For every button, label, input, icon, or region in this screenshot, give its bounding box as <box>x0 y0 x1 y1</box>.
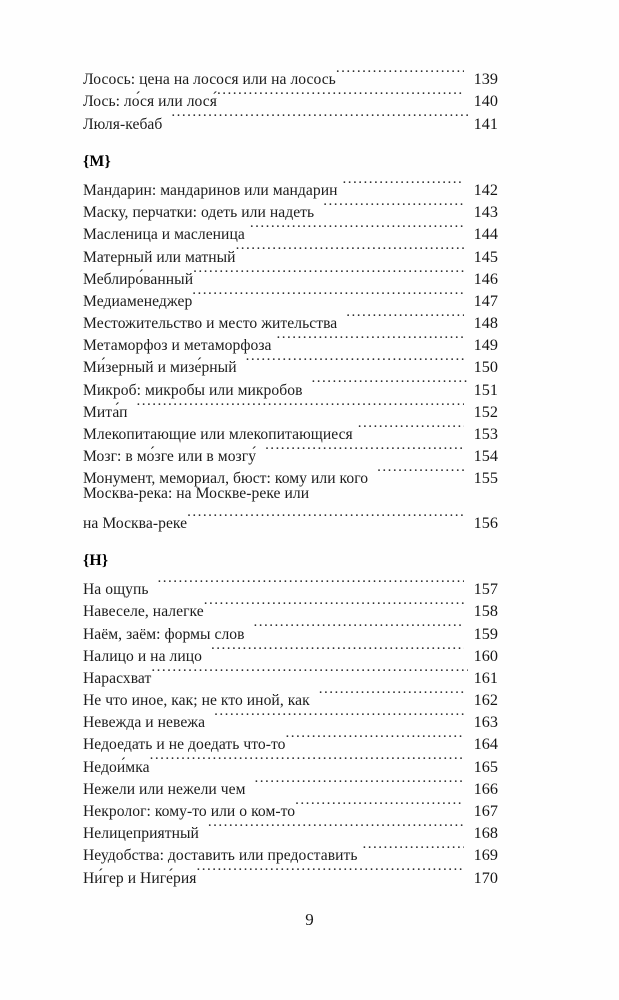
leader-dots <box>214 705 464 727</box>
toc-entry-page-number: 151 <box>473 380 498 399</box>
toc-entry-page-number: 154 <box>473 447 498 466</box>
toc-entry-page-number: 152 <box>473 402 498 421</box>
toc-entry-page-number: 140 <box>473 92 498 111</box>
toc-entry-title: Ни́гер и Ниге́рия <box>83 869 197 887</box>
toc-entry[interactable] <box>83 395 498 421</box>
leader-dots <box>265 439 464 461</box>
leader-dots <box>187 506 464 528</box>
toc-entry-title: На ощупь <box>83 581 149 599</box>
leader-dots <box>343 173 464 195</box>
toc-entry-title: Метаморфоз и метаморфоза <box>83 337 272 355</box>
toc-entry-page-number: 160 <box>473 646 498 665</box>
leader-dots <box>295 794 464 816</box>
toc-entry-title: Навеселе, налегке <box>83 603 204 621</box>
toc-entry-page-number: 143 <box>473 203 498 222</box>
leader-dots <box>277 328 464 350</box>
leader-dots <box>250 217 464 239</box>
leader-dots <box>236 239 464 261</box>
toc-entry-page-number: 166 <box>473 779 498 798</box>
table-of-contents <box>83 62 498 887</box>
toc-entry-title: Монумент, мемориал, бюст: кому или кого <box>83 470 369 488</box>
toc-entry-page-number: 148 <box>473 314 498 333</box>
toc-entry-title: Нарасхват <box>83 669 152 687</box>
toc-entry-page-number: 169 <box>473 846 498 865</box>
toc-entry-title: Млекопитающие или млекопитающиеся <box>83 426 353 444</box>
toc-entry-page-number: 147 <box>473 291 498 310</box>
toc-entry-title: Невежда и невежа <box>83 714 206 732</box>
toc-entry-page-number: 153 <box>473 425 498 444</box>
section-heading: {М} <box>83 152 111 170</box>
toc-entry-title: Мандарин: мандаринов или мандарин <box>83 181 338 199</box>
toc-entry-title: Масленица и масленица <box>83 226 245 244</box>
leader-dots <box>137 395 464 417</box>
toc-entry-page-number: 164 <box>473 735 498 754</box>
toc-entry-page-number: 155 <box>473 469 498 488</box>
toc-entry-title: Нежели или нежели чем <box>83 780 246 798</box>
leader-dots <box>196 860 464 882</box>
leader-dots <box>363 838 464 860</box>
toc-entry-page-number: 145 <box>473 247 498 266</box>
leader-dots <box>193 262 464 284</box>
leader-dots <box>254 616 464 638</box>
leader-dots <box>208 816 464 838</box>
toc-entry-page-number: 139 <box>473 70 498 89</box>
toc-entry-title: Лосось: цена на лосося или на лосось <box>83 71 336 89</box>
leader-dots <box>151 661 468 683</box>
toc-entry-title: Неудобства: доставить или предоставить <box>83 847 358 865</box>
leader-dots <box>346 306 464 328</box>
toc-entry-page-number: 159 <box>473 624 498 643</box>
leader-dots <box>158 572 464 594</box>
toc-entry-title: Мита́п <box>83 403 128 421</box>
toc-entry-title: Недои́мка <box>83 758 150 776</box>
leader-dots <box>211 639 464 661</box>
toc-entry-page-number: 158 <box>473 602 498 621</box>
toc-entry-title: Матерный или матный <box>83 248 236 266</box>
leader-dots <box>311 372 468 394</box>
leader-dots <box>319 683 464 705</box>
leader-dots <box>336 62 464 84</box>
toc-entry-title: Местожительство и место жительства <box>83 315 338 333</box>
toc-entry-page-number: 141 <box>473 114 498 133</box>
toc-entry-title: на Москва-реке <box>83 514 188 532</box>
toc-entry-page-number: 165 <box>473 757 498 776</box>
toc-entry-title: Маску, перчатки: одеть или надеть <box>83 204 315 222</box>
toc-entry-title: Налицо и на лицо <box>83 647 202 665</box>
toc-entry[interactable] <box>83 173 498 199</box>
toc-entry-title: Люля-кебаб <box>83 115 163 133</box>
toc-entry-title: Лось: ло́ся или лося́ <box>83 93 217 111</box>
toc-entry-page-number: 142 <box>473 180 498 199</box>
toc-entry-wrapped-line-2[interactable] <box>83 506 498 532</box>
toc-entry-page-number: 161 <box>473 668 498 687</box>
toc-entry-title: Недоедать и не доедать что-то <box>83 736 286 754</box>
toc-entry-page-number: 156 <box>473 513 498 532</box>
toc-entry-title: Наём, заём: формы слов <box>83 625 245 643</box>
toc-entry-page-number: 170 <box>473 868 498 887</box>
toc-entry-page-number: 167 <box>473 802 498 821</box>
toc-entry[interactable] <box>83 572 498 599</box>
toc-entry-title: Москва-река: на Москве-реке или <box>83 485 310 503</box>
leader-dots <box>150 749 464 771</box>
toc-entry-page-number: 146 <box>473 269 498 288</box>
toc-entry-page-number: 144 <box>473 225 498 244</box>
leader-dots <box>377 461 464 483</box>
toc-entry[interactable] <box>83 417 498 444</box>
leader-dots <box>323 195 464 217</box>
toc-entry-page-number: 162 <box>473 691 498 710</box>
leader-dots <box>217 84 464 106</box>
toc-entry-title: Некролог: кому-то или о ком-то <box>83 803 296 821</box>
toc-entry-title: Меблиро́ванный <box>83 270 194 288</box>
toc-entry-title: Мозг: в мо́зге или в мозгу́ <box>83 448 257 466</box>
toc-entry-page-number: 168 <box>473 824 498 843</box>
toc-entry-title: Ми́зерный и мизе́рный <box>83 359 237 377</box>
leader-dots <box>246 350 464 372</box>
toc-entry-title: Микроб: микробы или микробов <box>83 381 303 399</box>
toc-entry-title: Не что иное, как; не кто иной, как <box>83 692 310 710</box>
leader-dots <box>286 727 464 749</box>
toc-entry-title: Нелицеприятный <box>83 825 199 843</box>
leader-dots <box>204 594 464 616</box>
leader-dots <box>171 106 468 128</box>
page-number: 9 <box>305 910 314 929</box>
toc-entry-page-number: 163 <box>473 713 498 732</box>
toc-entry-title: Медиаменеджер <box>83 292 193 310</box>
leader-dots <box>255 772 464 794</box>
leader-dots <box>192 284 464 306</box>
toc-entry-page-number: 149 <box>473 336 498 355</box>
toc-entry-wrapped-line-1[interactable] <box>83 483 498 505</box>
section-heading: {Н} <box>83 551 109 569</box>
toc-entry-page-number: 150 <box>473 358 498 377</box>
toc-entry-page-number: 157 <box>473 580 498 599</box>
toc-entry[interactable] <box>83 62 498 89</box>
leader-dots <box>358 417 464 439</box>
